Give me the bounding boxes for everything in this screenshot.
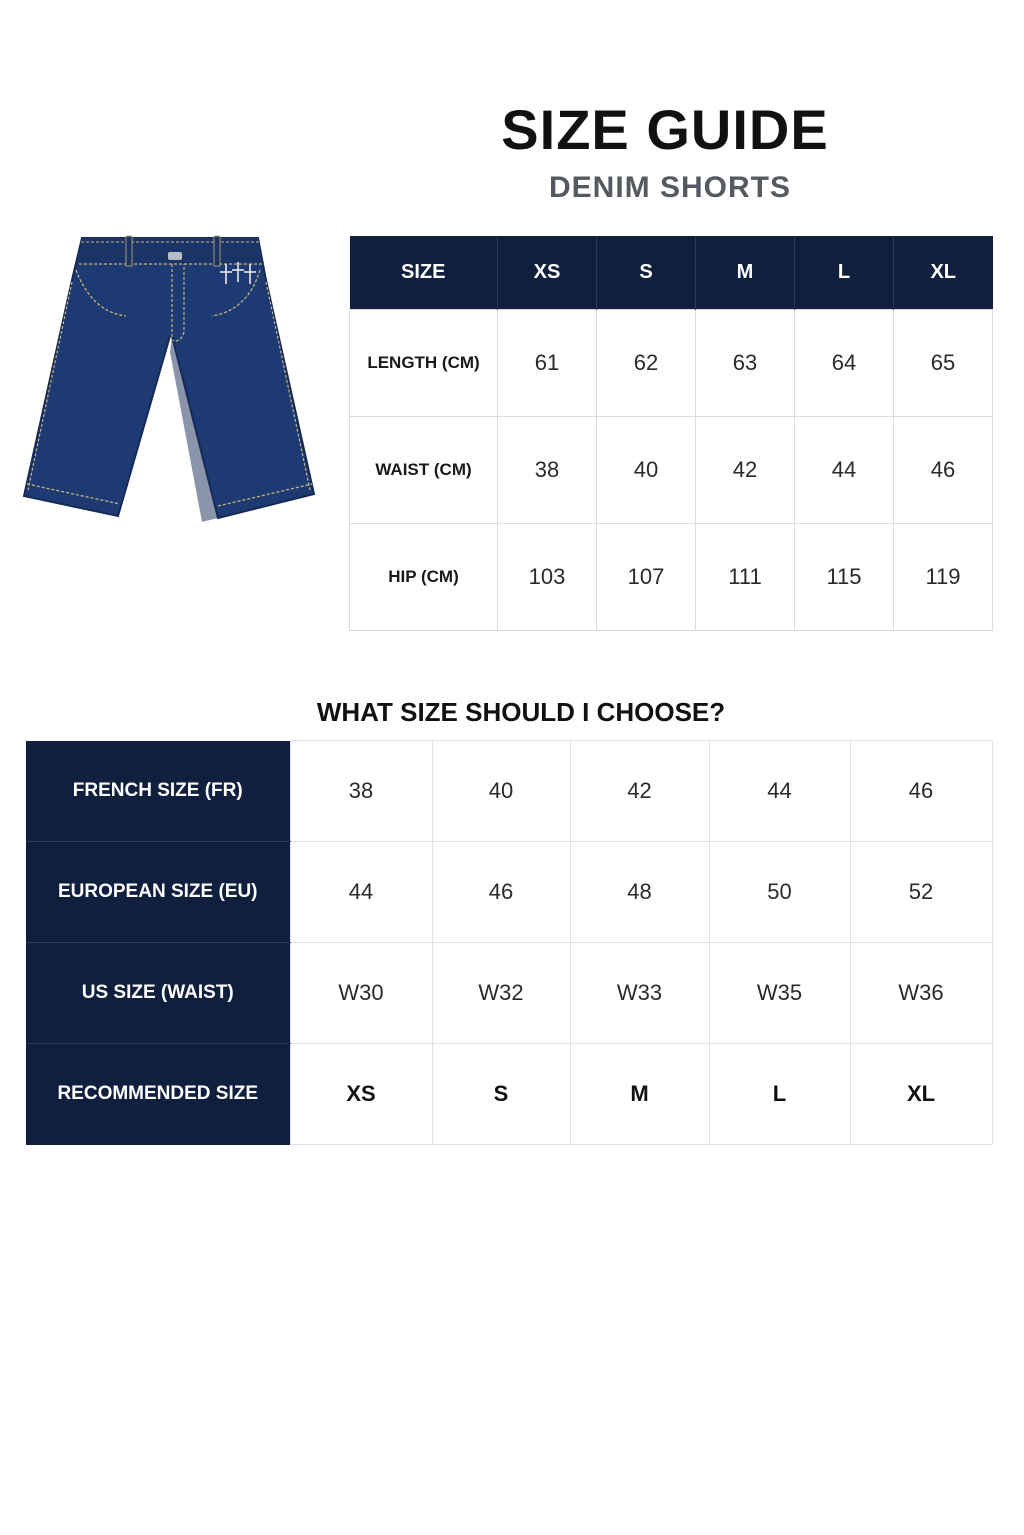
table-cell: 119 [894,524,993,631]
header-s: S [597,236,696,310]
page-title: SIZE GUIDE [501,98,829,161]
row-label-french: FRENCH SIZE (FR) [26,741,290,842]
table-cell: 46 [894,417,993,524]
row-label-length: LENGTH (CM) [350,310,498,417]
header-l: L [795,236,894,310]
row-label-european: EUROPEAN SIZE (EU) [26,842,290,943]
recommended-size-cell: XS [290,1044,432,1145]
measurements-header-row [350,236,993,310]
table-row [26,1044,992,1145]
table-cell: 111 [696,524,795,631]
header-xs: XS [498,236,597,310]
table-cell: 46 [432,842,570,943]
table-cell: 62 [597,310,696,417]
denim-shorts-icon [22,232,318,522]
table-cell: W30 [290,943,432,1044]
table-row [26,741,992,842]
table-cell: 103 [498,524,597,631]
product-subtitle: DENIM SHORTS [548,171,791,204]
table-cell: 38 [290,741,432,842]
table-cell: 50 [709,842,850,943]
table-cell: 64 [795,310,894,417]
recommended-size-cell: M [570,1044,709,1145]
table-cell: W35 [709,943,850,1044]
table-row [350,310,993,417]
recommended-size-cell: L [709,1044,850,1145]
table-cell: 46 [850,741,992,842]
table-cell: W33 [570,943,709,1044]
table-cell: W36 [850,943,992,1044]
conversion-title: WHAT SIZE SHOULD I CHOOSE? [316,697,726,727]
recommended-size-cell: XL [850,1044,992,1145]
table-cell: 115 [795,524,894,631]
table-cell: 44 [290,842,432,943]
table-row [26,943,992,1044]
table-cell: 61 [498,310,597,417]
table-cell: 42 [570,741,709,842]
table-cell: 63 [696,310,795,417]
table-cell: 40 [432,741,570,842]
table-cell: 44 [795,417,894,524]
table-cell: 42 [696,417,795,524]
header-m: M [696,236,795,310]
table-row [26,842,992,943]
recommended-size-cell: S [432,1044,570,1145]
table-cell: 65 [894,310,993,417]
product-image [22,232,318,522]
measurements-table [349,236,993,631]
table-cell: 44 [709,741,850,842]
conversion-table [26,740,993,1145]
row-label-waist: WAIST (CM) [350,417,498,524]
table-cell: 48 [570,842,709,943]
table-cell: 52 [850,842,992,943]
header-xl: XL [894,236,993,310]
table-cell: 107 [597,524,696,631]
row-label-us: US SIZE (WAIST) [26,943,290,1044]
table-cell: 40 [597,417,696,524]
row-label-recommended: RECOMMENDED SIZE [26,1044,290,1145]
row-label-hip: HIP (CM) [350,524,498,631]
table-cell: W32 [432,943,570,1044]
header-size: SIZE [350,236,498,310]
table-row [350,417,993,524]
table-row [350,524,993,631]
table-cell: 38 [498,417,597,524]
